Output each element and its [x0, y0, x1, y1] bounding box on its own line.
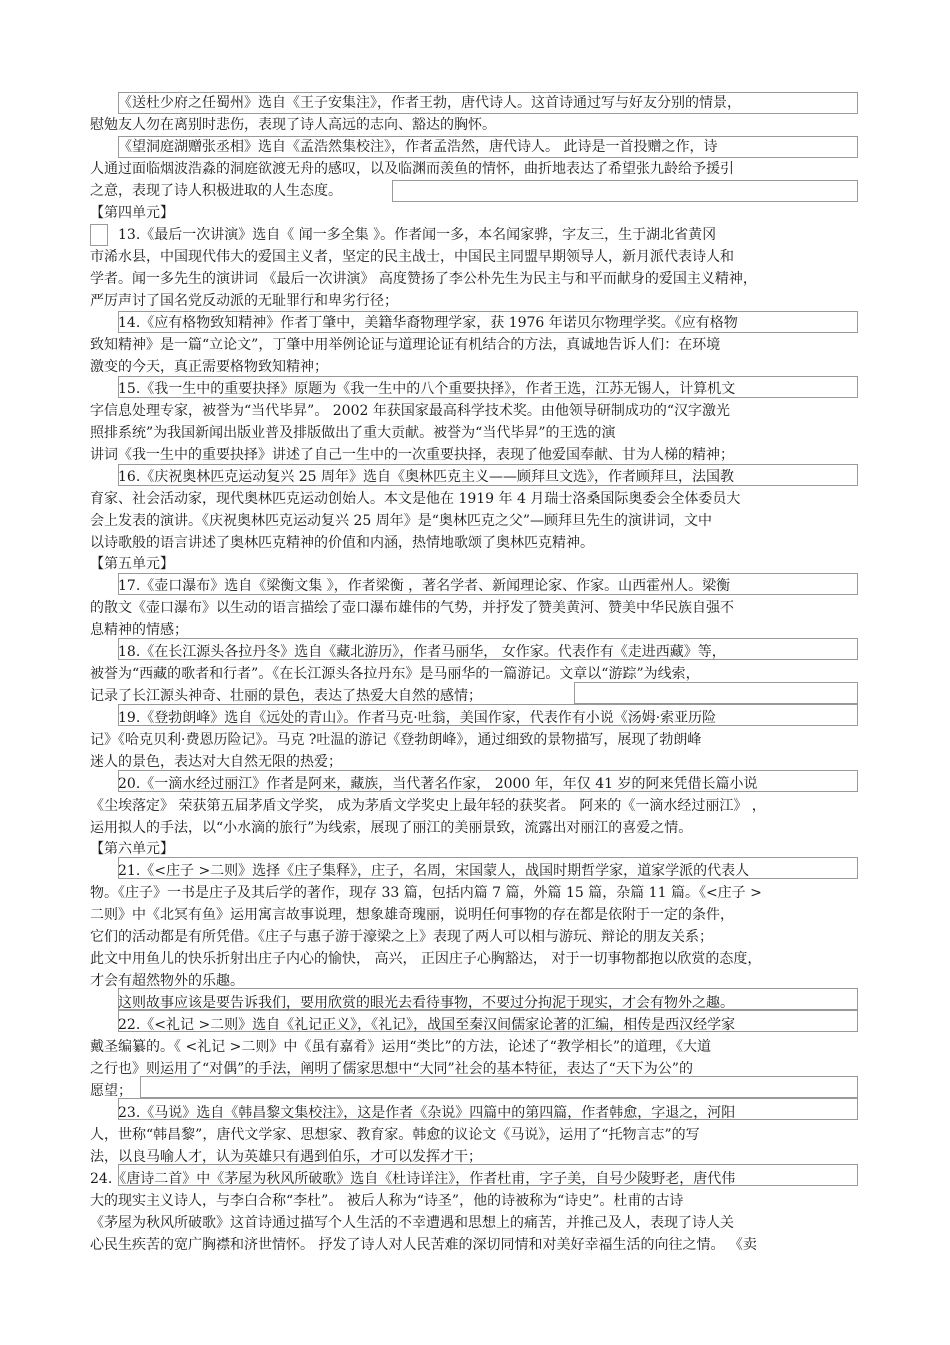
- text-line: 法，以良马喻人才，认为英雄只有遇到伯乐，才可以发挥才干；: [90, 1149, 482, 1165]
- text-line: 运用拟人的手法，以“小水滴的旅行”为线索，展现了丽江的美丽景致，流露出对丽江的喜爱之情。: [90, 820, 693, 836]
- text-line: 市浠水县，中国现代伟大的爱国主义者，坚定的民主战士，中国民主同盟早期领导人，新月派代表诗人和: [90, 249, 734, 265]
- text-line: 讲词《我一生中的重要抉择》讲述了自己一生中的一次重要抉择，表现了他爱国奉献、甘为人梯的精神；: [90, 447, 734, 463]
- text-line: 二则》中《北冥有鱼》运用寓言故事说理，想象雄奇瑰丽，说明任何事物的存在都是依附于一定的条件，: [90, 907, 734, 923]
- text-line: 15.《我一生中的重要抉择》原题为《我一生中的八个重要抉择》，作者王选，江苏无锡人，计算机文: [118, 381, 736, 397]
- text-line: 20.《一滴水经过丽江》作者是阿来，藏族，当代著名作家， 2000 年，年仅 41 岁的阿来凭借长篇小说: [118, 776, 758, 792]
- text-line: 人通过面临烟波浩淼的洞庭欲渡无舟的感叹，以及临渊而羡鱼的情怀，曲折地表达了希望张九龄给予援引: [90, 161, 734, 177]
- text-line: 《尘埃落定》 荣获第五届茅盾文学奖， 成为茅盾文学奖史上最年轻的获奖者。 阿来的《一滴水经过丽江》 ，: [90, 798, 766, 814]
- text-line: 物。《庄子》一书是庄子及其后学的著作，现存 33 篇，包括内篇 7 篇，外篇 15 篇，杂篇 11 篇。《<庄子 >: [90, 885, 762, 901]
- text-line: 心民生疾苦的宽广胸襟和济世情怀。 抒发了诗人对人民苦难的深切同情和对美好幸福生活的向往之情。 《卖: [90, 1237, 757, 1253]
- text-line: 慰勉友人勿在离别时悲伤，表现了诗人高远的志向、豁达的胸怀。: [90, 117, 496, 133]
- text-line: 17.《壶口瀑布》选自《梁衡文集 》，作者梁衡 ，著名学者、新闻理论家、作家。山西霍州人。梁衡: [118, 578, 731, 594]
- text-line: 育家、社会活动家，现代奥林匹克运动创始人。本文是他在 1919 年 4 月瑞士洛桑国际奥委会全体委员大: [90, 491, 741, 507]
- text-line: 21.《<庄子 >二则》选择《庄子集释》，庄子，名周，宋国蒙人，战国时期哲学家，道家学派的代表人: [118, 863, 750, 879]
- text-line: 13.《最后一次讲演》选自《 闻一多全集 》。作者闻一多，本名闻家骅，字友三，生于湖北省黄冈: [118, 227, 717, 243]
- text-line: 之意，表现了诗人积极进取的人生态度。: [90, 183, 342, 199]
- text-line: 照排系统”为我国新闻出版业普及排版做出了重大贡献。被誉为“当代毕昇”的王选的演: [90, 425, 616, 441]
- text-line: 迷人的景色，表达对大自然无限的热爱；: [90, 754, 342, 770]
- text-line: 23.《马说》选自《韩昌黎文集校注》，这是作者《杂说》四篇中的第四篇，作者韩愈，字退之，河阳: [118, 1105, 736, 1121]
- text-line: 记录了长江源头神奇、壮丽的景色，表达了热爱大自然的感情；: [90, 688, 482, 704]
- text-line: 24.《唐诗二首》中《茅屋为秋风所破歌》选自《杜诗详注》，作者杜甫，字子美，自号少陵野老，唐代伟: [90, 1171, 736, 1187]
- text-line: 激变的今天，真正需要格物致知精神；: [90, 359, 328, 375]
- text-line: 22.《<礼记 >二则》选自《礼记正义》，《礼记》，战国至秦汉间儒家论著的汇编，相传是西汉经学家: [118, 1017, 736, 1033]
- text-line: 被誉为“西藏的歌者和行者”。《在长江源头各拉丹东》是马丽华的一篇游记。文章以“游踪”为线索，: [90, 666, 700, 682]
- text-line: 的散文《壶口瀑布》以生动的语言描绘了壶口瀑布雄伟的气势，并抒发了赞美黄河、赞美中华民族自强不: [90, 600, 734, 616]
- text-line: 之行也》则运用了“对偶”的手法，阐明了儒家思想中“大同”社会的基本特征，表达了“天下为公”的: [90, 1061, 693, 1077]
- text-line: 致知精神》是一篇“立论文”，丁肇中用举例论证与道理论证有机结合的方法，真诚地告诉人们：在环境: [90, 337, 721, 353]
- text-line: 愿望；: [90, 1083, 132, 1099]
- text-line: 学者。闻一多先生的演讲词 《最后一次讲演》 高度赞扬了李公朴先生为民主与和平而献身的爱国主义精神，: [90, 271, 757, 287]
- text-line: 大的现实主义诗人，与李白合称“李杜”。 被后人称为“诗圣”，他的诗被称为“诗史”。杜甫的古诗: [90, 1193, 684, 1209]
- text-line: 19.《登勃朗峰》选自《远处的青山》。作者马克·吐翁，美国作家，代表作有小说《汤姆·索亚历险: [118, 710, 717, 726]
- text-line: 此文中用鱼儿的快乐折射出庄子内心的愉快， 高兴， 正因庄子心胸豁达， 对于一切事物都抱以欣赏的态度，: [90, 951, 762, 967]
- text-line: 14.《应有格物致知精神》作者丁肇中，美籍华裔物理学家，获 1976 年诺贝尔物理学奖。《应有格物: [118, 315, 738, 331]
- unit-heading: 【第五单元】: [90, 556, 174, 572]
- text-line: 人，世称“韩昌黎”，唐代文学家、思想家、教育家。韩愈的议论文《马说》，运用了“托物言志”的写: [90, 1127, 700, 1143]
- text-line: 《送杜少府之任蜀州》选自《王子安集注》，作者王勃，唐代诗人。这首诗通过写与好友分别的情景，: [118, 95, 741, 111]
- unit-heading: 【第四单元】: [90, 205, 174, 221]
- text-line: 18.《在长江源头各拉丹冬》选自《藏北游历》，作者马丽华， 女作家。代表作有《走进西藏》等，: [118, 644, 726, 660]
- text-line: 《望洞庭湖赠张丞相》选自《孟浩然集校注》，作者孟浩然，唐代诗人。 此诗是一首投赠之作，诗: [118, 139, 718, 155]
- text-line: 会上发表的演讲。《庆祝奥林匹克运动复兴 25 周年》是“奥林匹克之父”—顾拜旦先生的演讲词，文中: [90, 513, 713, 529]
- text-line: 才会有超然物外的乐趣。: [90, 973, 244, 989]
- text-line: 息精神的情感；: [90, 622, 188, 638]
- text-line: 字信息处理专家，被誉为“当代毕昇”。 2002 年获国家最高科学技术奖。由他领导研制成功的“汉字激光: [90, 403, 730, 419]
- text-line: 戴圣编纂的。《 <礼记 >二则》中《虽有嘉肴》运用“类比”的方法，论述了“教学相长”的道理，《大道: [90, 1039, 711, 1055]
- text-line: 这则故事应该是要告诉我们，要用欣赏的眼光去看待事物，不要过分拘泥于现实，才会有物外之趣。: [118, 995, 734, 1011]
- text-line: 16.《庆祝奥林匹克运动复兴 25 周年》选自《奥林匹克主义——顾拜旦文选》，作者顾拜旦，法国教: [118, 469, 734, 485]
- text-line: 以诗歌般的语言讲述了奥林匹克精神的价值和内涵，热情地歌颂了奥林匹克精神。: [90, 535, 594, 551]
- unit-heading: 【第六单元】: [90, 841, 174, 857]
- text-line: 《茅屋为秋风所破歌》这首诗通过描写个人生活的不幸遭遇和思想上的痛苦，并推己及人，表现了诗人关: [90, 1215, 734, 1231]
- text-line: 严厉声讨了国名党反动派的无耻罪行和卑劣行径；: [90, 293, 398, 309]
- text-line: 记》《哈克贝利·费恩历险记》。马克 ?吐温的游记《登勃朗峰》，通过细致的景物描写，展现了勃朗峰: [90, 732, 702, 748]
- frame-box: [90, 224, 108, 246]
- text-line: 它们的活动都是有所凭借。《庄子与惠子游于濠梁之上》表现了两人可以相与游玩、辩论的朋友关系；: [90, 929, 713, 945]
